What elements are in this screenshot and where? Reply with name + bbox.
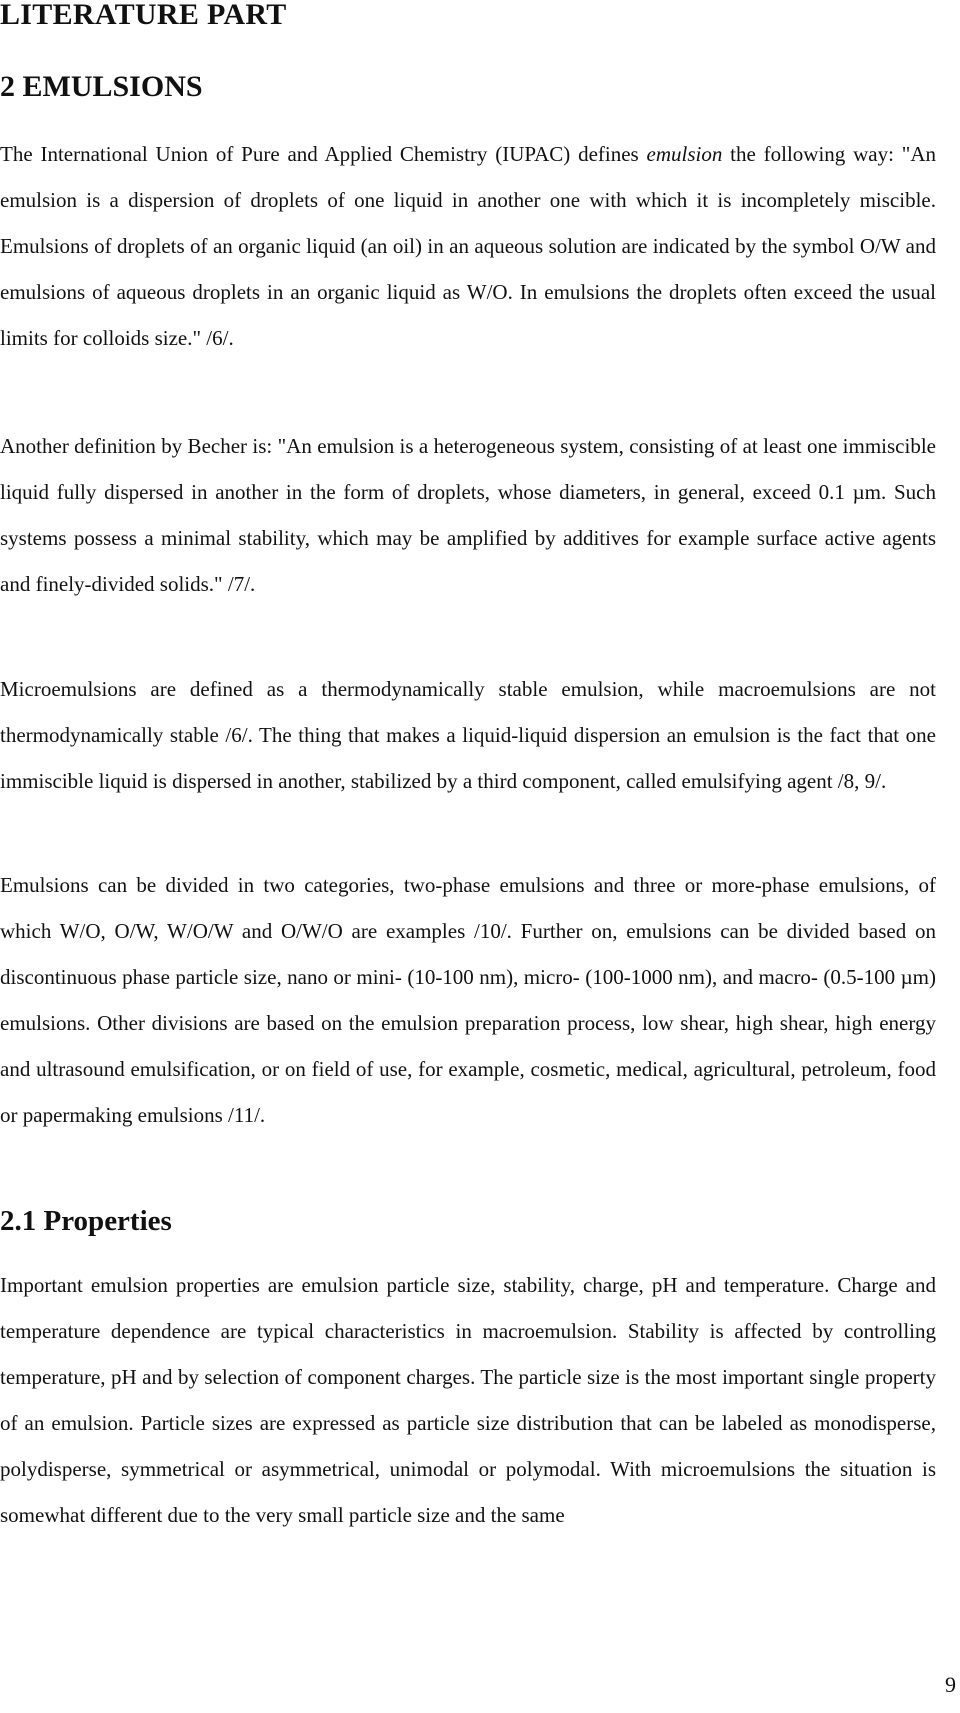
emphasized-term: emulsion bbox=[646, 142, 723, 166]
paragraph-microemulsions: Microemulsions are defined as a thermodynamically stable emulsion, while macroemulsions are not thermodynamically stable /6/. The thing that makes a liquid-liquid dispersion an emulsion is the fact that one immiscible liquid is dispersed in another, stabilized by a third component, called emulsifying agent /8, 9/. bbox=[0, 677, 936, 793]
section-heading: 2.1 Properties bbox=[0, 1205, 172, 1237]
paragraph-text: the following way: "An emulsion is a dispersion of droplets of one liquid in another one with which it is incompletely miscible. Emulsions of droplets of an organic liquid (an oil) in an aqueous solution are indicated by the symbol O/W and emulsions of aqueous droplets in an organic liquid as W/O. In emulsions the droplets often exceed the usual limits for colloids size." /6/. bbox=[0, 142, 936, 350]
part-heading: LITERATURE PART bbox=[0, 0, 287, 31]
paragraph-iupac-definition bbox=[0, 131, 936, 361]
paragraph-properties: Important emulsion properties are emulsion particle size, stability, charge, pH and temperature. Charge and temperature dependence are typical characteristics in macroemulsion. Stability is affected by controlling temperature, pH and by selection of component charges. The particle size is the most important single property of an emulsion. Particle sizes are expressed as particle size distribution that can be labeled as monodisperse, polydisperse, symmetrical or asymmetrical, unimodal or polymodal. With microemulsions the situation is somewhat different due to the very small particle size and the same bbox=[0, 1273, 936, 1527]
paragraph-text: The International Union of Pure and Applied Chemistry (IUPAC) defines bbox=[0, 142, 647, 166]
page-number: 9 bbox=[945, 1672, 956, 1697]
paragraph-becher-definition: Another definition by Becher is: "An emulsion is a heterogeneous system, consisting of at least one immiscible liquid fully dispersed in another in the form of droplets, whose diameters, in general, exceed 0.1 µm. Such systems possess a minimal stability, which may be amplified by additives for example surface active agents and finely-divided solids." /7/. bbox=[0, 434, 936, 596]
chapter-heading: 2 EMULSIONS bbox=[0, 70, 203, 103]
paragraph-categories: Emulsions can be divided in two categories, two-phase emulsions and three or more-phase emulsions, of which W/O, O/W, W/O/W and O/W/O are examples /10/. Further on, emulsions can be divided based on discontinuous phase particle size, nano or mini- (10-100 nm), micro- (100-1000 nm), and macro- (0.5-100 µm) emulsions. Other divisions are based on the emulsion preparation process, low shear, high shear, high energy and ultrasound emulsification, or on field of use, for example, cosmetic, medical, agricultural, petroleum, food or papermaking emulsions /11/. bbox=[0, 873, 936, 1127]
